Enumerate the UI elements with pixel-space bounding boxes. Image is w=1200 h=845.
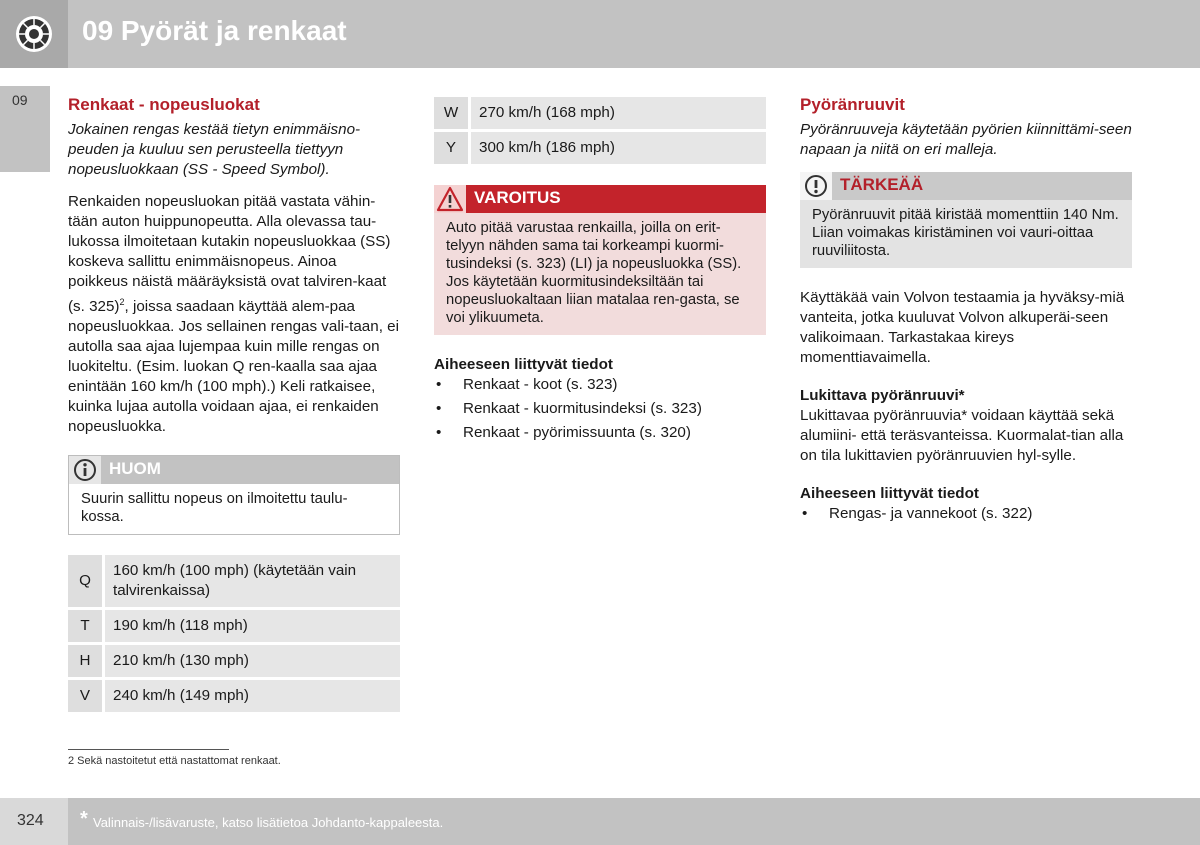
important-label: TÄRKEÄÄ <box>840 175 924 194</box>
table-row <box>68 609 400 644</box>
body-paragraph: Käyttäkää vain Volvon testaamia ja hyväksy-miä vanteita, jotka kuuluvat Volvon alkuperäi-seen valikoimaan. Tarkastakaa kireys momenttiavaimella. <box>800 289 1125 366</box>
speed-symbol: T <box>68 609 104 644</box>
info-icon <box>69 456 101 484</box>
note-text: Suurin sallittu nopeus on ilmoitettu taulu-kossa. <box>81 491 348 526</box>
table-row <box>434 131 766 166</box>
subheading-locking-bolt: Lukittava pyöränruuvi* <box>800 387 965 404</box>
important-text: Pyöränruuvit pitää kiristää momenttiin 140 Nm. Liian voimakas kiristäminen voi vauri-oittaa ruuviliitosta. <box>812 207 1119 259</box>
table-row <box>68 679 400 714</box>
chapter-tab <box>0 86 50 172</box>
column-left <box>68 94 400 715</box>
page-number: 324 <box>17 812 44 829</box>
exclamation-icon <box>800 172 832 200</box>
section-lead: Pyöränruuveja käytetään pyörien kiinnittämi-seen napaan ja niitä on eri malleja. <box>800 121 1132 158</box>
speed-symbol: Q <box>68 555 104 609</box>
speed-symbol: H <box>68 644 104 679</box>
page-header <box>0 0 1200 68</box>
speed-class-table <box>68 555 400 715</box>
speed-symbol: Y <box>434 131 470 166</box>
speed-symbol: W <box>434 97 470 131</box>
warning-label: VAROITUS <box>474 188 561 207</box>
chapter-number: 09 <box>12 92 28 108</box>
table-row <box>434 97 766 131</box>
footer-star: * <box>80 808 88 830</box>
table-row <box>68 644 400 679</box>
header-icon-box <box>0 0 68 68</box>
body-paragraph <box>68 192 400 437</box>
speed-limit: 240 km/h (149 mph) <box>104 679 401 714</box>
section-heading-wheel-bolts: Pyöränruuvit <box>800 95 905 114</box>
important-header <box>800 172 1132 200</box>
note-label: HUOM <box>109 459 161 479</box>
wheel-icon <box>15 15 53 53</box>
page-number-box <box>0 798 68 845</box>
body-text-part2: , joissa saadaan käyttää alem-paa nopeusluokkaa. Jos sellainen rengas vali-taan, ei autolla saa ajaa lujempaa kuin mille rengas on luokiteltu. (Esim. luokan Q ren-kaalla saa ajaa enintään 160 km/h (100 mph).) Keli ratkaisee, kuinka lujaa autolla voidaan ajaa, ei renkaiden nopeusluokka. <box>68 298 399 436</box>
footnote-ref: 2 <box>119 297 125 307</box>
speed-limit: 160 km/h (100 mph) (käytetään vain talvirenkaissa) <box>104 555 401 609</box>
related-link[interactable]: • Rengas- ja vannekoot (s. 322) <box>800 504 1132 524</box>
related-heading: Aiheeseen liittyvät tiedot <box>434 356 613 373</box>
speed-class-table-continued <box>434 97 766 167</box>
footnote-divider <box>68 749 229 750</box>
related-list <box>800 504 1132 524</box>
speed-limit: 270 km/h (168 mph) <box>470 97 767 131</box>
footnote: 2 Sekä nastoitetut että nastattomat renkaat. <box>68 755 281 767</box>
chapter-title: 09 Pyörät ja renkaat <box>82 15 347 46</box>
section-lead: Jokainen rengas kestää tietyn enimmäisno-peuden ja kuuluu sen perusteella tiettyyn nopeusluokkaan (SS - Speed Symbol). <box>68 121 361 178</box>
speed-limit: 210 km/h (130 mph) <box>104 644 401 679</box>
note-box <box>68 455 400 535</box>
speed-limit: 300 km/h (186 mph) <box>470 131 767 166</box>
body-paragraph: Lukittavaa pyöränruuvia* voidaan käyttää sekä alumiini- että teräsvanteissa. Kuormalat-tian alla on tila lukittavien pyöränruuvien hyl-sylle. <box>800 407 1124 464</box>
related-link[interactable]: • Renkaat - koot (s. 323) <box>434 375 766 395</box>
warning-text: Auto pitää varustaa renkailla, joilla on erit-telyyn nähden sama tai korkeampi kuormi-tusindeksi (s. 323) (LI) ja nopeusluokka (SS). Jos käytetään kuormitusindeksiltään tai nopeusluokaltaan liian matalaa ren-gasta, se voi ylikuumeta. <box>446 220 742 326</box>
column-right <box>800 94 1132 528</box>
body-text-part1: Renkaiden nopeusluokan pitää vastata vähin-tään auton huippunopeutta. Alla olevassa tau-lukossa ilmoitetaan kutakin nopeusluokkaa (SS) koskeva sallittu enimmäisnopeus. Ainoa poikkeus näistä määräyksistä ovat talviren-kaat (s. 325) <box>68 193 391 316</box>
section-heading-speed-classes: Renkaat - nopeusluokat <box>68 95 260 114</box>
warning-box <box>434 185 766 335</box>
warning-triangle-icon <box>434 185 466 213</box>
warning-header <box>434 185 766 213</box>
related-link[interactable]: • Renkaat - kuormitusindeksi (s. 323) <box>434 399 766 419</box>
speed-symbol: V <box>68 679 104 714</box>
table-row <box>68 555 400 609</box>
related-list <box>434 375 766 443</box>
speed-limit: 190 km/h (118 mph) <box>104 609 401 644</box>
page-footer <box>0 798 1200 845</box>
important-box <box>800 172 1132 268</box>
related-heading: Aiheeseen liittyvät tiedot <box>800 485 979 502</box>
note-header <box>69 456 399 484</box>
column-middle <box>434 97 766 447</box>
related-link[interactable]: • Renkaat - pyörimissuunta (s. 320) <box>434 423 766 443</box>
footer-note: Valinnais-/lisävaruste, katso lisätietoa Johdanto-kappaleesta. <box>93 815 444 830</box>
